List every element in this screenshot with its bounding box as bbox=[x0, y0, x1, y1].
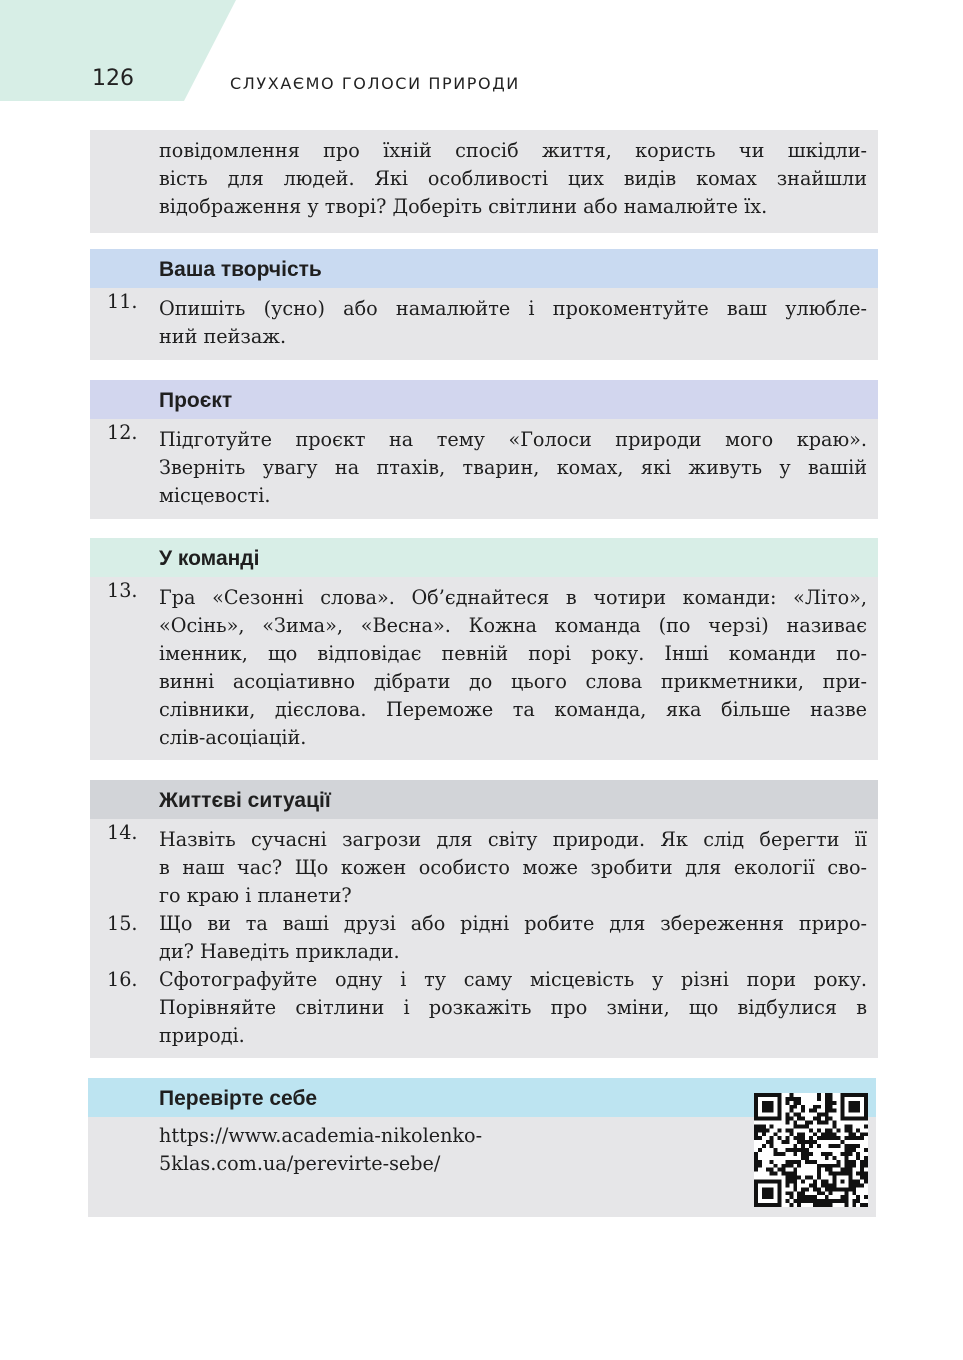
intro-text: повідомлення про їхній спосіб життя, користь чи шкідли- вість для людей. Які особливості цих видів комах знайшли відображення у творі? Доберіть світлини або намалюйте їх. bbox=[159, 139, 867, 218]
task-number: 14. bbox=[107, 821, 138, 844]
team-title: У команді bbox=[90, 538, 878, 577]
qr-code-icon[interactable] bbox=[754, 1093, 868, 1207]
task-12: 12. Підготуйте проєкт на тему «Голоси природи мого краю». Зверніть увагу на птахів, тварин, комах, які живуть у вашій місцевості. bbox=[107, 421, 867, 507]
task-16: 16. Сфотографуйте одну і ту саму місцевість у різні пори року. Порівняйте світлини і розкажіть про зміни, що відбулися в природі. bbox=[107, 968, 867, 1047]
task-number: 15. bbox=[107, 912, 138, 935]
task-13: 13. Гра «Сезонні слова». Об’єднайтеся в чотири команди: «Літо», «Осінь», «Зима», «Весна». Кожна команда (по черзі) називає іменник, що відповідає певній порі року. Інші команди по- винні асоціативно дібрати до цього слова прикметники, при- слівники, дієслова. Переможе та команда, яка більше назве слів-асоціацій. bbox=[107, 579, 867, 749]
check-title: Перевірте себе bbox=[88, 1078, 876, 1117]
task-11: 11. Опишіть (усно) або намалюйте і прокоментуйте ваш улюбле- ний пейзаж. bbox=[107, 290, 867, 348]
team-block bbox=[90, 538, 878, 760]
page-number: 126 bbox=[92, 66, 134, 91]
task-number: 16. bbox=[107, 968, 138, 991]
project-title: Проєкт bbox=[90, 380, 878, 419]
running-title: СЛУХАЄМО ГОЛОСИ ПРИРОДИ bbox=[230, 74, 520, 93]
task-number: 11. bbox=[107, 290, 138, 313]
creative-title: Ваша творчість bbox=[90, 249, 878, 288]
creative-block bbox=[90, 249, 878, 360]
task-number: 12. bbox=[107, 421, 138, 444]
life-block bbox=[90, 780, 878, 1058]
intro-block bbox=[90, 130, 878, 233]
task-15: 15. Що ви та ваші друзі або рідні робите для збереження приро- ди? Наведіть приклади. bbox=[107, 912, 867, 963]
life-title: Життєві ситуації bbox=[90, 780, 878, 819]
project-block bbox=[90, 380, 878, 519]
task-14: 14. Назвіть сучасні загрози для світу природи. Як слід берегти її в наш час? Що кожен особисто може зробити для екології сво- го краю і планети? bbox=[107, 821, 867, 907]
check-link[interactable]: https://www.academia-nikolenko- 5klas.com.ua/perevirte-sebe/ bbox=[159, 1124, 483, 1175]
task-number: 13. bbox=[107, 579, 138, 602]
